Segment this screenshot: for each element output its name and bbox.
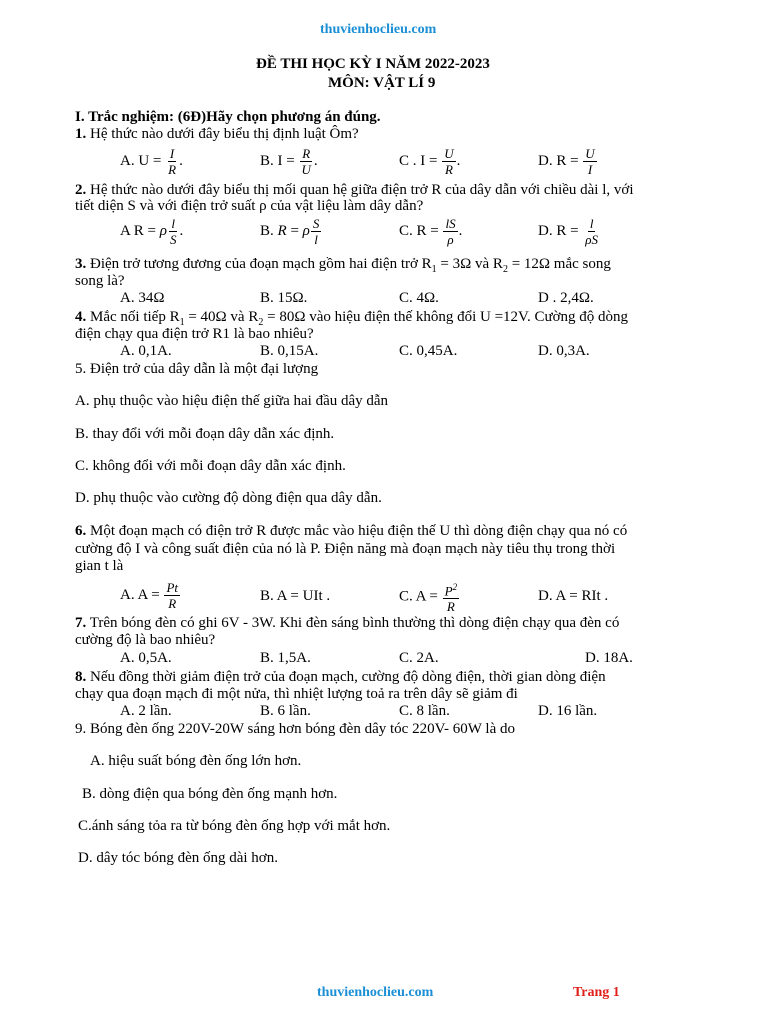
option-b[interactable]: B. R = ρ $\frac{S}{l}$ (260, 216, 320, 247)
option-b[interactable]: B. dòng điện qua bóng đèn ống mạnh hơn. (82, 786, 338, 802)
option-a[interactable]: A. hiệu suất bóng đèn ống lớn hơn. (90, 753, 302, 769)
option-a[interactable]: A. 2 lần. (120, 703, 172, 719)
question-2-options (0, 216, 768, 256)
option-b[interactable]: B. A = UIt . (260, 588, 331, 604)
page-number: Trang 1 (573, 985, 620, 1000)
option-a[interactable]: A. 0,1A. (120, 343, 172, 359)
question-6-stem-line2: cường độ I và công suất điện của nó là P. Điện năng mà đoạn mạch này tiêu thụ trong thời (75, 541, 616, 557)
option-a[interactable]: A. 0,5A. (120, 650, 172, 666)
question-8-stem: 8. Nếu đồng thời giảm điện trở của đoạn mạch, cường độ dòng điện, thời gian dòng điện (75, 669, 606, 685)
question-4-stem-line2: điện chạy qua điện trở R1 là bao nhiêu? (75, 326, 314, 342)
exam-subject: MÔN: VẬT LÍ 9 (328, 75, 436, 91)
option-a[interactable]: A. U = $\frac{I}{R}$ . (120, 146, 183, 177)
question-6-stem-line3: gian t là (75, 558, 124, 574)
question-3-stem-line2: song là? (75, 273, 125, 289)
question-5-stem: 5. Điện trở của dây dẫn là một đại lượng (75, 361, 319, 377)
option-c[interactable]: C. 0,45A. (399, 343, 458, 359)
question-4-stem: 4. Mắc nối tiếp $R_1 = 40\Omega$ và $R_2 = 80\Omega$ vào hiệu điện thế không đổi U =12V. Cường độ dòng (75, 309, 629, 328)
option-c[interactable]: C. 4Ω. (399, 290, 439, 306)
option-c[interactable]: C. 2A. (399, 650, 439, 666)
option-d[interactable]: D. dây tóc bóng đèn ống dài hơn. (78, 850, 278, 866)
footer-site: thuvienhoclieu.com (317, 985, 434, 1000)
header-site: thuvienhoclieu.com (320, 22, 437, 37)
question-8-stem-line2: chạy qua đoạn mạch đi một nửa, thì nhiệt lượng toả ra trên dây sẽ giảm đi (75, 686, 518, 702)
question-7-stem-line2: cường độ là bao nhiêu? (75, 632, 216, 648)
question-1-options (0, 146, 768, 186)
question-1-stem: 1. Hệ thức nào dưới đây biểu thị định luật Ôm? (75, 126, 359, 142)
option-c[interactable]: C. R = $\frac{lS}{\rho}$ . (399, 216, 463, 247)
question-7-stem: 7. Trên bóng đèn có ghi 6V - 3W. Khi đèn sáng bình thường thì dòng điện chạy qua đèn có (75, 615, 620, 631)
option-c[interactable]: C . I = $\frac{U}{R}$ . (399, 146, 461, 177)
option-b[interactable]: B. thay đổi với mỗi đoạn dây dẫn xác định. (75, 426, 335, 442)
option-a[interactable]: A. 34Ω (120, 290, 165, 306)
question-6-options (0, 580, 768, 620)
option-d[interactable]: D. 0,3A. (538, 343, 590, 359)
option-d[interactable]: D. R = $\frac{U}{I}$ (538, 146, 595, 177)
option-b[interactable]: B. 6 lần. (260, 703, 311, 719)
option-a[interactable]: A. A = $\frac{Pt}{R}$ (120, 580, 179, 611)
question-3-stem: 3. Điện trở tương đương của đoạn mạch gồm hai điện trở $R_1 = 3\Omega$ và $R_2 = 12\Omega$ mắc song (75, 256, 611, 275)
question-2-stem-line2: tiết diện S và với điện trở suất ρ của vật liệu làm dây dẫn? (75, 198, 424, 214)
question-9-stem: 9. Bóng đèn ống 220V-20W sáng hơn bóng đèn dây tóc 220V- 60W là do (75, 721, 515, 737)
option-c[interactable]: C. 8 lần. (399, 703, 450, 719)
option-d[interactable]: D. A = RIt . (538, 588, 609, 604)
question-6-stem: 6. Một đoạn mạch có điện trở R được mắc vào hiệu điện thế U thì dòng điện chạy qua nó có (75, 523, 628, 539)
question-2-stem: 2. Hệ thức nào dưới đây biểu thị mối quan hệ giữa điện trở R của dây dẫn với chiều dài l, với (75, 182, 634, 198)
option-b[interactable]: B. 15Ω. (260, 290, 308, 306)
option-b[interactable]: B. I = $\frac{R}{U}$ . (260, 146, 318, 177)
exam-title: ĐỀ THI HỌC KỲ I NĂM 2022-2023 (256, 56, 490, 72)
option-d[interactable]: D. phụ thuộc vào cường độ dòng điện qua dây dẫn. (75, 490, 382, 506)
option-a[interactable]: A R = ρ $\frac{l}{S}$ . (120, 216, 184, 247)
option-c[interactable]: C.ánh sáng tỏa ra từ bóng đèn ống hợp với mắt hơn. (78, 818, 391, 834)
option-d[interactable]: D . 2,4Ω. (538, 290, 594, 306)
option-a[interactable]: A. phụ thuộc vào hiệu điện thế giữa hai đầu dây dẫn (75, 393, 389, 409)
option-b[interactable]: B. 0,15A. (260, 343, 319, 359)
option-c[interactable]: C. A = $\frac{P^2}{R}$ (399, 582, 458, 615)
option-d[interactable]: D. 18A. (585, 650, 633, 666)
option-b[interactable]: B. 1,5A. (260, 650, 311, 666)
option-c[interactable]: C. không đổi với mỗi đoạn dây dẫn xác định. (75, 458, 346, 474)
option-d[interactable]: D. 16 lần. (538, 703, 598, 719)
section-heading: I. Trắc nghiệm: (6Đ)Hãy chọn phương án đúng. (75, 109, 381, 125)
option-d[interactable]: D. R = $\frac{l}{\rho S}$ (538, 216, 599, 247)
